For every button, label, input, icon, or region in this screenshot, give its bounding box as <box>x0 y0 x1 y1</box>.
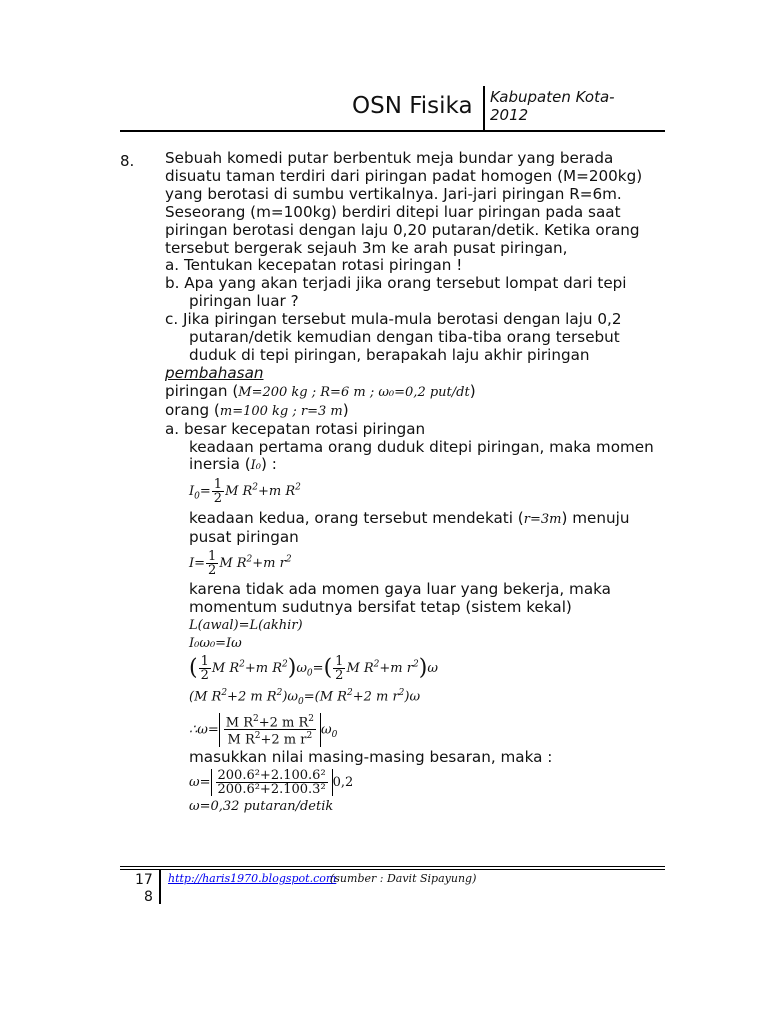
page-title: OSN Fisika <box>352 93 473 119</box>
state1-text: keadaan pertama orang duduk ditepi piringan, maka momen <box>189 437 654 456</box>
question-line: Seseorang (m=100kg) berdiri ditepi luar piringan pada saat <box>165 202 621 221</box>
conservation-text: karena tidak ada momen gaya luar yang bekerja, maka <box>189 579 611 598</box>
footer-rule <box>120 866 665 867</box>
conservation-text: momentum sudutnya bersifat tetap (sistem kekal) <box>189 597 572 616</box>
equation-omega: ∴ω= $\frac{M R^2+2 m R^2}{M R^2+2 m r^2}$ $\omega_0$ <box>189 714 338 748</box>
equation-l: L(awal)=L(akhir) <box>189 617 303 633</box>
subquestion-b: b. Apa yang akan terjadi jika orang tersebut lompat dari tepi <box>165 274 627 293</box>
header-divider <box>483 86 485 130</box>
question-line: disuatu taman terdiri dari piringan padat homogen (M=200kg) <box>165 166 643 185</box>
subquestion-c-cont: putaran/detik kemudian dengan tiba-tiba orang tersebut <box>189 328 620 347</box>
state2-text: pusat piringan <box>189 527 299 546</box>
question-body <box>165 150 665 816</box>
header-subtitle: Kabupaten Kota- 2012 <box>490 88 615 124</box>
question-line: piringan berotasi dengan laju 0,20 putaran/detik. Ketika orang <box>165 220 640 239</box>
given-piringan: piringan (M=200 kg ; R=6 m ; ω₀=0,2 put/dt) <box>165 381 476 400</box>
header-rule <box>120 130 665 132</box>
equation-i0: $I_0=$ $\frac{1}{2}$ M $R^2+m$ $R^2$ <box>189 477 301 507</box>
equation-result: ω=0,32 putaran/detik <box>189 798 334 814</box>
question-line: tersebut bergerak sejauh 3m ke arah pusat piringan, <box>165 238 568 257</box>
state1-text: inersia (I₀) : <box>189 455 277 474</box>
subquestion-c: c. Jika piringan tersebut mula-mula berotasi dengan laju 0,2 <box>165 310 622 329</box>
footer-rule <box>120 869 665 870</box>
source-link[interactable]: http://haris1970.blogspot.com <box>168 872 337 885</box>
equation-simplified: (M $R^2+2$ m $R^2)\omega_0=(M$ $R^2+2$ m $r^2)\omega$ <box>189 688 421 708</box>
given-orang: orang (m=100 kg ; r=3 m) <box>165 400 349 419</box>
equation-i: I= $\frac{1}{2}$ M $R^2+m$ $r^2$ <box>189 548 292 578</box>
subquestion-a: a. Tentukan kecepatan rotasi piringan ! <box>165 256 463 275</box>
equation-iw: I₀ω₀=Iω <box>189 635 242 651</box>
equation-expanded: ( $\frac{1}{2}$ M $R^2+m$ $R^2)\omega_0=$( $\frac{1}{2}$ M $R^2+m$ $r^2)\omega$ <box>189 653 438 683</box>
state2-text: keadaan kedua, orang tersebut mendekati (r=3m) menuju <box>189 508 630 527</box>
equation-numeric: ω= $\frac{\text{200.6²+2.100.6²}}{\text{200.6²+2.100.3²}}$ 0,2 <box>189 767 354 797</box>
question-line: Sebuah komedi putar berbentuk meja bundar yang berada <box>165 149 614 167</box>
subquestion-c-cont: duduk di tepi piringan, berapakah laju akhir piringan <box>189 345 590 364</box>
question-number: 8. <box>120 152 135 170</box>
source-credit: (sumber : Davit Sipayung) <box>330 872 477 885</box>
substitute-text: masukkan nilai masing-masing besaran, maka : <box>189 747 553 766</box>
solution-heading: pembahasan <box>165 363 264 382</box>
subquestion-b-cont: piringan luar ? <box>189 292 299 311</box>
footer-divider <box>159 870 161 904</box>
page-number: 8 <box>144 889 153 905</box>
page-number: 17 <box>135 872 153 888</box>
part-a-heading: a. besar kecepatan rotasi piringan <box>165 419 426 438</box>
question-line: yang berotasi di sumbu vertikalnya. Jari-jari piringan R=6m. <box>165 184 622 203</box>
